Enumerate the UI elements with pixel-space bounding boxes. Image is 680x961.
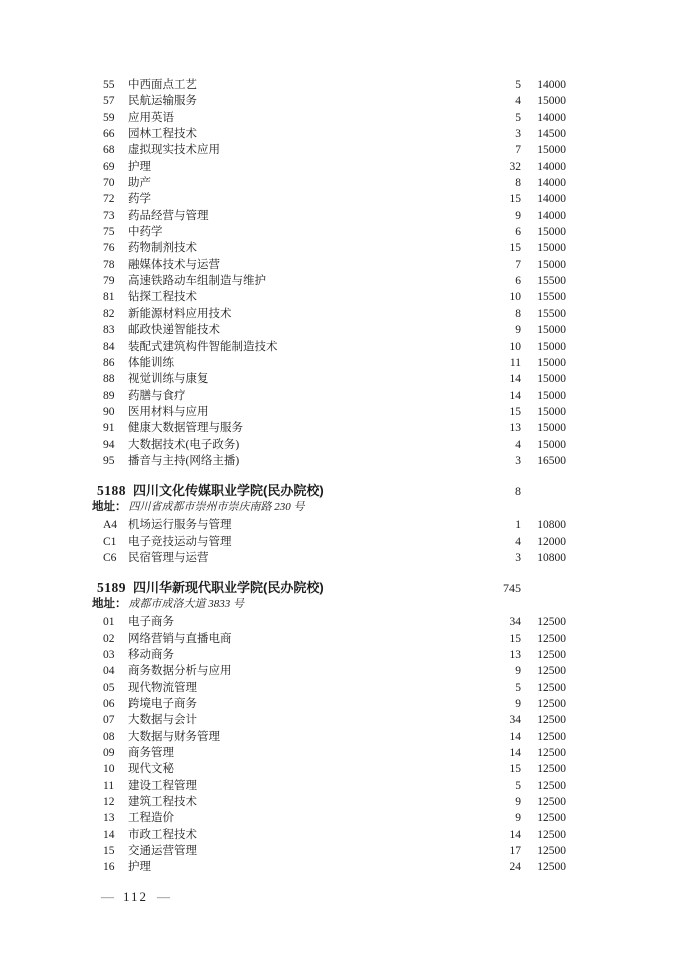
- major-code: 03: [103, 648, 115, 661]
- major-code: 08: [103, 730, 115, 743]
- major-code: 59: [103, 111, 115, 124]
- major-code: 72: [103, 193, 115, 206]
- plan-count: 9: [515, 796, 521, 809]
- plan-count: 9: [515, 812, 521, 825]
- major-name: 助产: [128, 177, 151, 190]
- major-row: [100, 647, 566, 663]
- major-name: 现代物流管理: [128, 681, 197, 694]
- major-row: [100, 729, 566, 745]
- plan-count: 13: [509, 422, 521, 435]
- major-name: 建筑工程技术: [128, 796, 197, 809]
- major-row: [100, 355, 566, 371]
- tuition-fee: 12500: [537, 730, 566, 743]
- major-row: [100, 371, 566, 387]
- plan-count: 4: [515, 95, 521, 108]
- major-name: 建设工程管理: [128, 779, 197, 792]
- plan-count: 7: [515, 144, 521, 157]
- school-name: 四川文化传媒职业学院(民办院校): [133, 482, 324, 498]
- major-name: 商务数据分析与应用: [128, 665, 232, 678]
- major-code: 66: [103, 128, 115, 141]
- tuition-fee: 14000: [537, 209, 566, 222]
- major-code: 15: [103, 845, 115, 858]
- major-row: [100, 696, 566, 712]
- major-row: [100, 745, 566, 761]
- tuition-fee: 12500: [537, 714, 566, 727]
- school-section: [92, 579, 566, 876]
- major-code: 57: [103, 95, 115, 108]
- tuition-fee: 15500: [537, 307, 566, 320]
- major-row: [100, 388, 566, 404]
- plan-count: 6: [515, 226, 521, 239]
- tuition-fee: 15000: [537, 226, 566, 239]
- major-code: 86: [103, 356, 115, 369]
- tuition-fee: 15000: [537, 340, 566, 353]
- major-name: 医用材料与应用: [128, 405, 209, 418]
- major-name: 民宿管理与运营: [128, 551, 209, 564]
- major-name: 机场运行服务与管理: [128, 519, 232, 532]
- major-code: 11: [103, 779, 115, 792]
- major-row: [100, 110, 566, 126]
- major-row: [100, 810, 566, 826]
- tuition-fee: 15000: [537, 242, 566, 255]
- major-name: 网络营销与直播电商: [128, 632, 232, 645]
- major-code: 01: [103, 616, 115, 629]
- tuition-fee: 15000: [537, 95, 566, 108]
- plan-count: 24: [509, 861, 521, 874]
- plan-count: 5: [515, 779, 521, 792]
- major-code: 75: [103, 226, 115, 239]
- major-name: 交通运营管理: [128, 845, 197, 858]
- major-name: 护理: [128, 160, 151, 173]
- plan-count: 8: [515, 307, 521, 320]
- major-row: [100, 289, 566, 305]
- plan-count: 14: [509, 373, 521, 386]
- plan-count: 3: [515, 454, 521, 467]
- major-code: 83: [103, 324, 115, 337]
- tuition-fee: 12500: [537, 632, 566, 645]
- major-name: 药膳与食疗: [128, 389, 186, 402]
- school-header: [97, 482, 566, 501]
- major-code: 79: [103, 275, 115, 288]
- major-row: [100, 794, 566, 810]
- plan-count: 3: [515, 128, 521, 141]
- major-row: [100, 126, 566, 142]
- major-row: [100, 517, 566, 533]
- major-code: 14: [103, 828, 115, 841]
- major-name: 虚拟现实技术应用: [128, 144, 220, 157]
- tuition-fee: 12500: [537, 616, 566, 629]
- tuition-fee: 14000: [537, 111, 566, 124]
- tuition-fee: 12500: [537, 648, 566, 661]
- school-plan-total: 8: [515, 483, 521, 498]
- major-row: [100, 208, 566, 224]
- plan-count: 34: [509, 616, 521, 629]
- major-code: 10: [103, 763, 115, 776]
- major-row: [100, 306, 566, 322]
- tuition-fee: 10800: [537, 551, 566, 564]
- plan-count: 7: [515, 258, 521, 271]
- major-row: [100, 761, 566, 777]
- plan-count: 34: [509, 714, 521, 727]
- major-name: 中药学: [128, 226, 163, 239]
- plan-count: 10: [509, 340, 521, 353]
- major-row: [100, 339, 566, 355]
- school-address-line: [92, 500, 566, 515]
- major-name: 健康大数据管理与服务: [128, 422, 243, 435]
- major-row: [100, 322, 566, 338]
- major-name: 电子商务: [128, 616, 174, 629]
- footer-right-dash: —: [157, 889, 171, 904]
- tuition-fee: 14000: [537, 177, 566, 190]
- tuition-fee: 15000: [537, 422, 566, 435]
- footer-left-dash: —: [101, 889, 114, 904]
- major-name: 现代文秘: [128, 763, 174, 776]
- major-code: 06: [103, 698, 115, 710]
- plan-count: 9: [515, 665, 521, 678]
- major-row: [100, 827, 566, 843]
- major-row: [100, 420, 566, 436]
- plan-count: 15: [509, 405, 521, 418]
- major-code: 70: [103, 177, 115, 190]
- major-row: [100, 453, 566, 469]
- major-name: 大数据与会计: [128, 714, 197, 727]
- major-row: [100, 224, 566, 240]
- major-code: 94: [103, 438, 115, 451]
- school-section: [92, 482, 566, 567]
- tuition-fee: 14000: [537, 79, 566, 91]
- tuition-fee: 12500: [537, 796, 566, 809]
- major-row: [100, 175, 566, 191]
- school-address-line: [92, 597, 566, 612]
- major-row: [100, 77, 566, 93]
- tuition-fee: 15000: [537, 324, 566, 337]
- major-row: [100, 404, 566, 420]
- plan-count: 32: [509, 160, 521, 173]
- major-name: 中西面点工艺: [128, 79, 197, 91]
- school-header: [97, 579, 566, 598]
- major-row: [100, 778, 566, 794]
- plan-count: 1: [515, 519, 521, 532]
- major-code: 55: [103, 79, 115, 91]
- major-name: 融媒体技术与运营: [128, 258, 220, 271]
- major-code: 82: [103, 307, 115, 320]
- major-name: 体能训练: [128, 356, 174, 369]
- address-label: 地址：: [92, 598, 127, 611]
- tuition-fee: 12500: [537, 861, 566, 874]
- plan-count: 15: [509, 242, 521, 255]
- major-code: 90: [103, 405, 115, 418]
- tuition-fee: 12500: [537, 665, 566, 678]
- major-code: 04: [103, 665, 115, 678]
- major-name: 药学: [128, 193, 151, 206]
- plan-count: 13: [509, 648, 521, 661]
- plan-count: 9: [515, 324, 521, 337]
- major-row: [100, 159, 566, 175]
- major-name: 高速铁路动车组制造与维护: [128, 275, 266, 288]
- page-number: 112: [123, 889, 149, 904]
- plan-count: 14: [509, 828, 521, 841]
- address-value: 成都市成洛大道 3833 号: [128, 598, 244, 611]
- plan-count: 14: [509, 747, 521, 760]
- tuition-fee: 15000: [537, 144, 566, 157]
- tuition-fee: 12500: [537, 763, 566, 776]
- major-row: [100, 257, 566, 273]
- tuition-fee: 12500: [537, 747, 566, 760]
- plan-count: 5: [515, 681, 521, 694]
- major-row: [100, 240, 566, 256]
- tuition-fee: 14000: [537, 160, 566, 173]
- major-name: 视觉训练与康复: [128, 373, 209, 386]
- major-row: [100, 663, 566, 679]
- major-name: 播音与主持(网络主播): [128, 454, 240, 467]
- school-code: 5188: [97, 482, 126, 498]
- school-name: 四川华新现代职业学院(民办院校): [133, 579, 324, 595]
- tuition-fee: 10800: [537, 519, 566, 532]
- tuition-fee: 14500: [537, 128, 566, 141]
- major-row: [100, 680, 566, 696]
- plan-count: 4: [515, 438, 521, 451]
- plan-count: 15: [509, 763, 521, 776]
- plan-count: 5: [515, 79, 521, 91]
- major-name: 药物制剂技术: [128, 242, 197, 255]
- major-code: 16: [103, 861, 115, 874]
- major-name: 护理: [128, 861, 151, 874]
- major-name: 装配式建筑构件智能制造技术: [128, 340, 278, 353]
- major-row: [100, 437, 566, 453]
- major-row: [100, 550, 566, 566]
- tuition-fee: 14000: [537, 193, 566, 206]
- major-name: 新能源材料应用技术: [128, 307, 232, 320]
- school-sections: [92, 482, 566, 876]
- major-name: 市政工程技术: [128, 828, 197, 841]
- major-code: 95: [103, 454, 115, 467]
- tuition-fee: 16500: [537, 454, 566, 467]
- tuition-fee: 15000: [537, 405, 566, 418]
- tuition-fee: 15000: [537, 356, 566, 369]
- plan-count: 17: [509, 845, 521, 858]
- major-code: 76: [103, 242, 115, 255]
- tuition-fee: 12500: [537, 698, 566, 710]
- major-name: 民航运输服务: [128, 95, 197, 108]
- major-row: [100, 712, 566, 728]
- major-name: 大数据技术(电子政务): [128, 438, 240, 451]
- tuition-fee: 15000: [537, 438, 566, 451]
- tuition-fee: 15000: [537, 258, 566, 271]
- major-name: 工程造价: [128, 812, 174, 825]
- page-content: [92, 77, 566, 876]
- tuition-fee: 15500: [537, 275, 566, 288]
- major-code: 07: [103, 714, 115, 727]
- plan-count: 11: [509, 356, 521, 369]
- major-row: [100, 93, 566, 109]
- major-code: 91: [103, 422, 115, 435]
- plan-count: 6: [515, 275, 521, 288]
- tuition-fee: 12500: [537, 812, 566, 825]
- major-code: 02: [103, 632, 115, 645]
- major-row: [100, 614, 566, 630]
- plan-count: 14: [509, 389, 521, 402]
- major-row: [100, 273, 566, 289]
- tuition-fee: 12500: [537, 681, 566, 694]
- major-row: [100, 534, 566, 550]
- major-code: A4: [103, 519, 118, 532]
- major-name: 电子竞技运动与管理: [128, 535, 232, 548]
- major-code: 89: [103, 389, 115, 402]
- plan-count: 5: [515, 111, 521, 124]
- tuition-fee: 12500: [537, 828, 566, 841]
- major-name: 园林工程技术: [128, 128, 197, 141]
- address-label: 地址：: [92, 501, 127, 514]
- major-code: 73: [103, 209, 115, 222]
- major-name: 应用英语: [128, 111, 174, 124]
- tuition-fee: 12500: [537, 779, 566, 792]
- major-name: 钻探工程技术: [128, 291, 197, 304]
- address-value: 四川省成都市崇州市崇庆南路 230 号: [128, 501, 305, 514]
- major-row: [100, 191, 566, 207]
- major-name: 跨境电子商务: [128, 698, 197, 710]
- plan-count: 14: [509, 730, 521, 743]
- major-code: C1: [103, 535, 117, 548]
- major-code: 13: [103, 812, 115, 825]
- plan-count: 4: [515, 535, 521, 548]
- tuition-fee: 15500: [537, 291, 566, 304]
- major-code: 68: [103, 144, 115, 157]
- tuition-fee: 12000: [537, 535, 566, 548]
- plan-count: 10: [509, 291, 521, 304]
- major-code: 12: [103, 796, 115, 809]
- major-name: 邮政快递智能技术: [128, 324, 220, 337]
- major-code: 84: [103, 340, 115, 353]
- plan-count: 15: [509, 632, 521, 645]
- major-code: 69: [103, 160, 115, 173]
- major-list-continued: [100, 77, 566, 469]
- plan-count: 9: [515, 209, 521, 222]
- tuition-fee: 15000: [537, 373, 566, 386]
- major-row: [100, 142, 566, 158]
- page-footer: [101, 889, 170, 905]
- major-code: 09: [103, 747, 115, 760]
- major-code: 05: [103, 681, 115, 694]
- major-name: 商务管理: [128, 747, 174, 760]
- major-row: [100, 843, 566, 859]
- major-code: 81: [103, 291, 115, 304]
- plan-count: 15: [509, 193, 521, 206]
- school-code: 5189: [97, 579, 126, 595]
- tuition-fee: 12500: [537, 845, 566, 858]
- major-row: [100, 631, 566, 647]
- major-code: 78: [103, 258, 115, 271]
- major-code: 88: [103, 373, 115, 386]
- tuition-fee: 15000: [537, 389, 566, 402]
- major-row: [100, 859, 566, 875]
- major-code: C6: [103, 551, 117, 564]
- plan-count: 3: [515, 551, 521, 564]
- major-name: 大数据与财务管理: [128, 730, 220, 743]
- major-name: 移动商务: [128, 648, 174, 661]
- plan-count: 8: [515, 177, 521, 190]
- school-plan-total: 745: [503, 580, 521, 595]
- major-name: 药品经营与管理: [128, 209, 209, 222]
- plan-count: 9: [515, 698, 521, 710]
